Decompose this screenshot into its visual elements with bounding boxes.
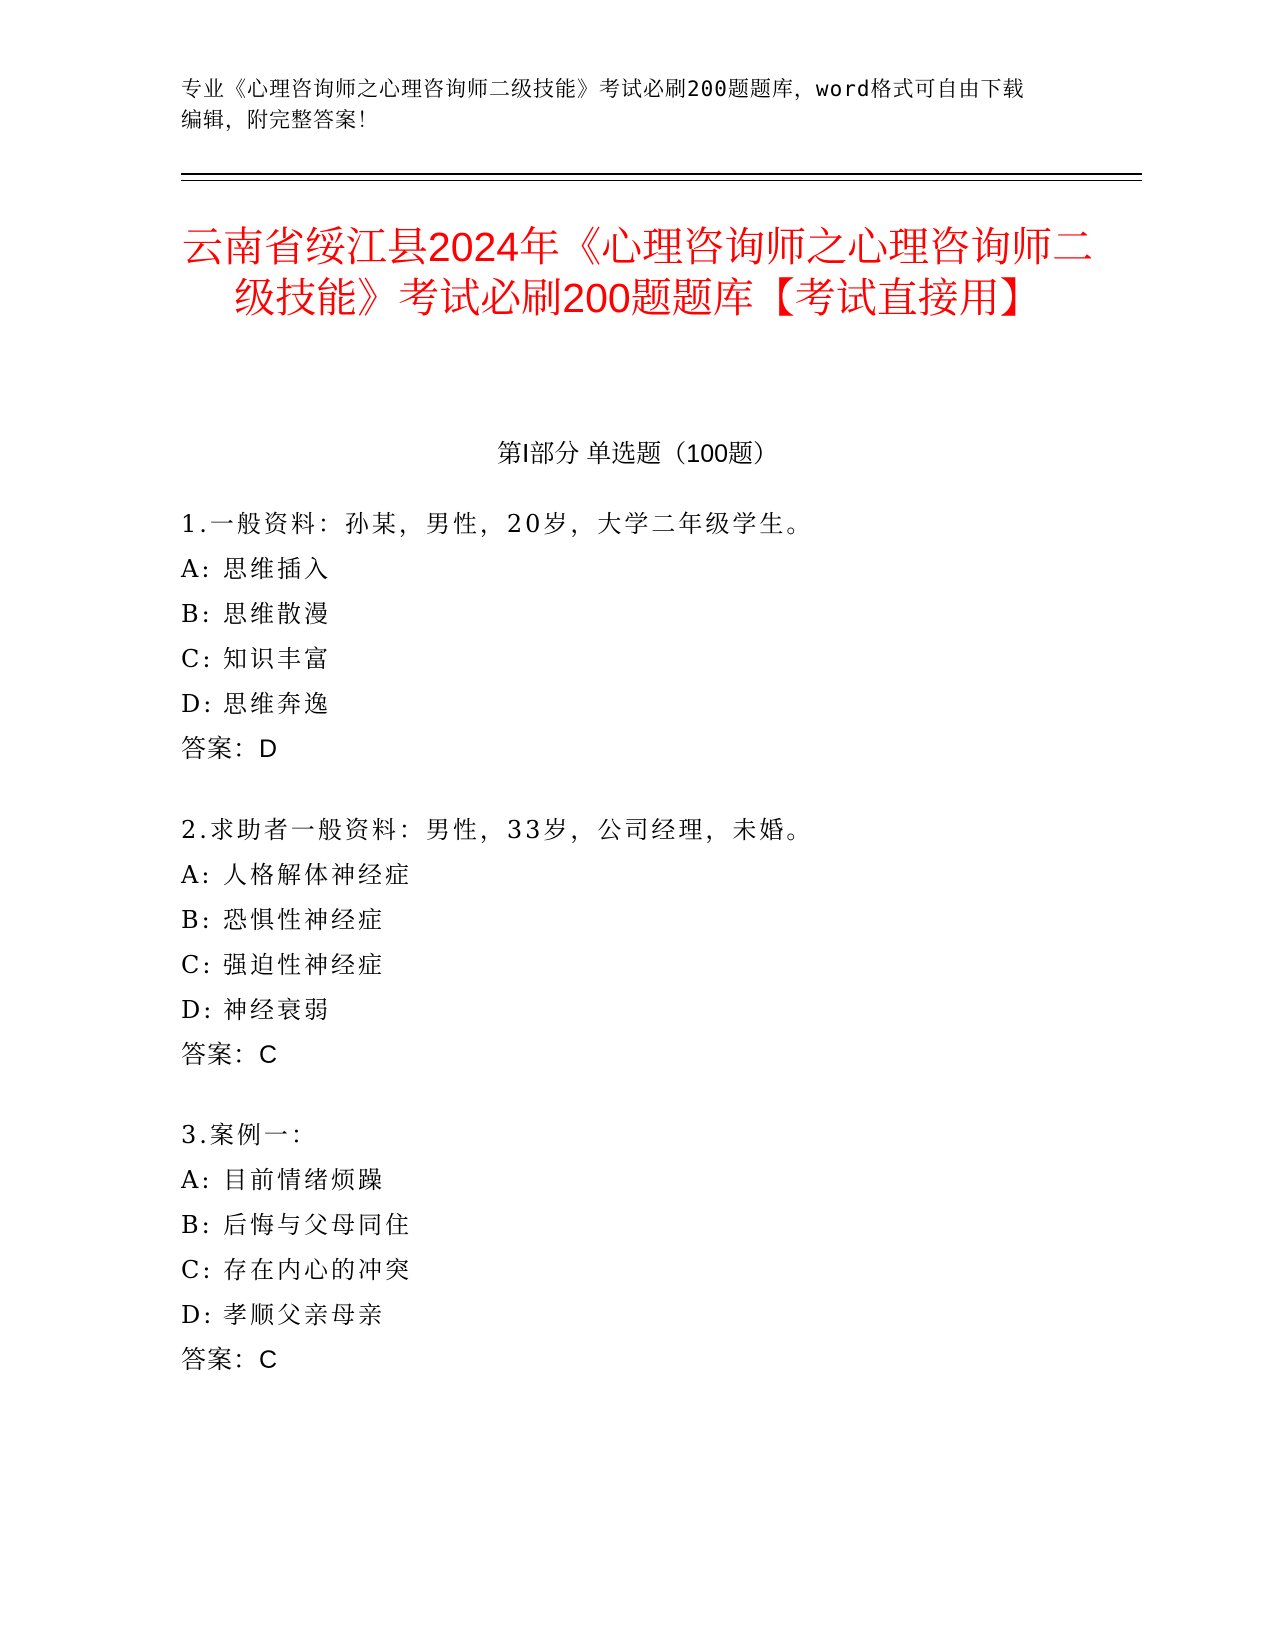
- option-d: [181, 1293, 1081, 1338]
- option-text: 孝顺父亲母亲: [223, 1301, 385, 1329]
- section-heading: 第Ⅰ部分 单选题（100题）: [496, 440, 779, 468]
- header-divider-thick: [181, 173, 1142, 175]
- question-3: [181, 1113, 1081, 1383]
- option-text: 思维插入: [223, 555, 331, 583]
- option-c: [181, 943, 1081, 988]
- option-key: C:: [181, 645, 214, 673]
- option-key: A:: [181, 555, 213, 583]
- option-key: D:: [181, 690, 215, 718]
- option-key: B:: [181, 1211, 213, 1239]
- document-title: 云南省绥江县2024年《心理咨询师之心理咨询师二级技能》考试必刷200题题库【考试直接用】: [181, 224, 1094, 321]
- option-b: [181, 898, 1081, 943]
- option-c: [181, 1248, 1081, 1293]
- option-key: D:: [181, 1301, 215, 1329]
- option-text: 思维奔逸: [223, 690, 331, 718]
- question-stem: 3.案例一：: [181, 1121, 318, 1149]
- option-text: 神经衰弱: [223, 996, 331, 1024]
- header-divider-thin: [181, 180, 1142, 181]
- option-d: [181, 682, 1081, 727]
- option-b: [181, 592, 1081, 637]
- answer-line: 答案：C: [181, 1346, 279, 1374]
- option-text: 恐惧性神经症: [223, 906, 385, 934]
- option-text: 知识丰富: [223, 645, 331, 673]
- option-key: A:: [181, 861, 213, 889]
- option-text: 思维散漫: [223, 600, 331, 628]
- option-b: [181, 1203, 1081, 1248]
- question-stem: 2.求助者一般资料：男性，33岁，公司经理，未婚。: [181, 816, 814, 844]
- option-text: 强迫性神经症: [223, 951, 385, 979]
- answer-line: 答案：D: [181, 735, 279, 763]
- header-note: 专业《心理咨询师之心理咨询师二级技能》考试必刷200题题库，word格式可自由下载编辑，附完整答案！: [181, 77, 1025, 132]
- option-text: 存在内心的冲突: [223, 1256, 412, 1284]
- option-key: C:: [181, 951, 214, 979]
- option-key: B:: [181, 906, 213, 934]
- option-a: [181, 1158, 1081, 1203]
- question-stem: 1.一般资料：孙某，男性，20岁，大学二年级学生。: [181, 510, 814, 538]
- option-key: C:: [181, 1256, 214, 1284]
- option-text: 后悔与父母同住: [223, 1211, 412, 1239]
- option-key: A:: [181, 1166, 213, 1194]
- option-key: B:: [181, 600, 213, 628]
- option-c: [181, 637, 1081, 682]
- answer-line: 答案：C: [181, 1041, 279, 1069]
- question-1: [181, 502, 1081, 772]
- option-a: [181, 547, 1081, 592]
- question-2: [181, 808, 1081, 1078]
- option-d: [181, 988, 1081, 1033]
- option-text: 人格解体神经症: [223, 861, 412, 889]
- option-a: [181, 853, 1081, 898]
- option-key: D:: [181, 996, 215, 1024]
- option-text: 目前情绪烦躁: [223, 1166, 385, 1194]
